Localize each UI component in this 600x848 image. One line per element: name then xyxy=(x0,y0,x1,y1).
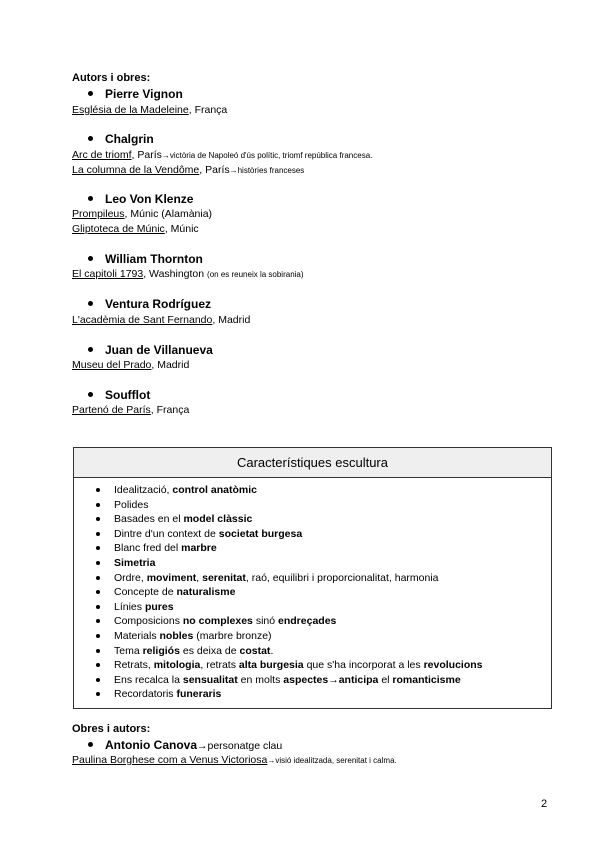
bullet-icon xyxy=(88,742,93,747)
bullet-icon xyxy=(96,619,100,623)
emphasis-text: costat xyxy=(239,644,271,657)
emphasis-text: funeraris xyxy=(176,688,222,701)
author-ventura-rodriguez: Ventura Rodríguez xyxy=(88,297,211,311)
bullet-icon xyxy=(96,605,100,609)
characteristic-item xyxy=(74,629,551,644)
item-text: Idealització, xyxy=(114,484,173,496)
item-text: Retrats, xyxy=(114,659,154,672)
bullet-icon xyxy=(96,678,100,682)
bullet-icon xyxy=(96,692,100,696)
work-link[interactable]: Arc de triomf xyxy=(72,149,132,161)
work-line: La columna de la Vendôme, París→històries franceses xyxy=(72,164,305,176)
emphasis-text: serenitat xyxy=(202,571,246,584)
characteristic-item xyxy=(74,687,551,702)
work-line: Museu del Prado, Madrid xyxy=(72,359,190,371)
work-link[interactable]: Museu del Prado xyxy=(72,359,152,371)
work-line: El capitoli 1793, Washington (on es reuneix la sobirania) xyxy=(72,268,304,280)
item-text: Recordatoris xyxy=(114,688,177,701)
bullet-icon xyxy=(96,590,100,594)
emphasis-text: moviment xyxy=(146,571,197,584)
work-link[interactable]: Església de la Madeleine xyxy=(72,104,189,116)
work-link[interactable]: La columna de la Vendôme xyxy=(72,164,200,176)
bullet-icon xyxy=(88,136,93,141)
characteristic-item xyxy=(74,614,551,629)
bullet-icon xyxy=(96,517,100,521)
characteristic-item xyxy=(74,498,551,513)
emphasis-text: romanticisme xyxy=(392,673,461,686)
item-text: Basades en el xyxy=(114,513,184,526)
characteristic-item xyxy=(74,483,551,498)
item-text: Concepte de xyxy=(114,586,177,599)
characteristic-item xyxy=(74,644,551,659)
bullet-icon xyxy=(96,488,100,492)
item-text: el xyxy=(378,673,393,686)
work-line: Església de la Madeleine, França xyxy=(72,104,228,116)
bullet-icon xyxy=(88,91,93,96)
work-link[interactable]: Prompileus xyxy=(72,208,125,220)
work-link[interactable]: El capitoli 1793 xyxy=(72,268,144,280)
work-link[interactable]: Gliptoteca de Múnic xyxy=(72,223,165,235)
characteristic-item xyxy=(74,658,551,673)
section-heading-works: Obres i autors: xyxy=(72,723,151,735)
work-link[interactable]: Paulina Borghese com a Venus Victoriosa xyxy=(72,754,268,766)
item-text: Ens recalca la xyxy=(114,673,183,686)
bullet-icon xyxy=(88,347,93,352)
characteristic-item xyxy=(74,527,551,542)
characteristic-item xyxy=(74,571,551,586)
item-text: Ordre, xyxy=(114,571,147,584)
author-leo-von-klenze: Leo Von Klenze xyxy=(88,192,193,206)
work-line: L'acadèmia de Sant Fernando, Madrid xyxy=(72,314,251,326)
author-soufflot: Soufflot xyxy=(88,388,150,402)
work-line: Arc de triomf, París→victòria de Napoleó d'ús polític, triomf república francesa. xyxy=(72,149,373,161)
item-text: que s'ha incorporat a les xyxy=(303,659,424,672)
characteristic-item xyxy=(74,673,551,688)
emphasis-text: sensualitat xyxy=(182,673,238,686)
characteristic-item xyxy=(74,585,551,600)
bullet-icon xyxy=(96,561,100,565)
item-text: Blanc fred del xyxy=(114,542,182,555)
emphasis-text: mitologia xyxy=(153,659,201,672)
emphasis-text: alta burgesia xyxy=(238,659,304,672)
emphasis-text: aspectes→anticipa xyxy=(283,673,379,686)
author-juan-de-villanueva: Juan de Villanueva xyxy=(88,343,213,357)
item-text: , xyxy=(196,571,203,584)
emphasis-text: religiós xyxy=(142,644,180,657)
item-text: Tema xyxy=(114,644,143,657)
emphasis-text: pures xyxy=(144,600,174,613)
item-text: Dintre d'un context de xyxy=(114,527,219,540)
emphasis-text: nobles xyxy=(159,629,194,642)
item-text: Línies xyxy=(114,600,145,613)
bullet-icon xyxy=(88,301,93,306)
bullet-icon xyxy=(96,576,100,580)
author-pierre-vignon: Pierre Vignon xyxy=(88,87,183,101)
bullet-icon xyxy=(88,256,93,261)
emphasis-text: endreçades xyxy=(278,615,337,628)
work-line: Gliptoteca de Múnic, Múnic xyxy=(72,223,199,235)
item-text: . xyxy=(270,644,274,657)
characteristics-table xyxy=(73,447,552,709)
emphasis-text: control anatòmic xyxy=(172,484,257,496)
emphasis-text: marbre xyxy=(181,542,217,555)
page-number: 2 xyxy=(541,798,548,810)
item-text: (marbre bronze) xyxy=(193,629,272,642)
item-text: Composicions xyxy=(114,615,183,628)
bullet-icon xyxy=(96,663,100,667)
work-link[interactable]: L'acadèmia de Sant Fernando xyxy=(72,314,213,326)
bullet-icon xyxy=(96,634,100,638)
section-heading-authors: Autors i obres: xyxy=(72,72,151,84)
bullet-icon xyxy=(96,532,100,536)
work-line: Prompileus, Múnic (Alamània) xyxy=(72,208,213,220)
bullet-icon xyxy=(88,196,93,201)
bullet-icon xyxy=(96,503,100,507)
author-william-thornton: William Thornton xyxy=(88,252,203,266)
item-text: Polides xyxy=(114,498,149,511)
bullet-icon xyxy=(96,649,100,653)
characteristic-item xyxy=(74,600,551,615)
author-chalgrin: Chalgrin xyxy=(88,132,154,146)
emphasis-text: naturalisme xyxy=(176,586,236,599)
emphasis-text: Simetria xyxy=(114,556,156,569)
item-text: , raó, equilibri i proporcionalitat, harmonia xyxy=(245,571,439,584)
characteristic-item xyxy=(74,556,551,571)
work-line: Paulina Borghese com a Venus Victoriosa→visió idealitzada, serenitat i calma. xyxy=(72,754,397,766)
item-text: Materials xyxy=(114,629,160,642)
item-text: , retrats xyxy=(200,659,239,672)
work-line: Partenó de París, França xyxy=(72,404,190,416)
characteristic-item xyxy=(74,541,551,556)
author-antonio-canova: Antonio Canova→personatge clau xyxy=(88,738,282,752)
item-text: en molts xyxy=(237,673,284,686)
emphasis-text: societat burgesa xyxy=(218,527,303,540)
item-text: es deixa de xyxy=(179,644,240,657)
item-text: sinó xyxy=(252,615,279,628)
bullet-icon xyxy=(88,392,93,397)
characteristics-list xyxy=(74,478,551,702)
characteristic-item xyxy=(74,512,551,527)
emphasis-text: revolucions xyxy=(423,659,483,672)
bullet-icon xyxy=(96,546,100,550)
emphasis-text: no complexes xyxy=(182,615,253,628)
work-link[interactable]: Partenó de París xyxy=(72,404,151,416)
table-title: Característiques escultura xyxy=(74,448,551,478)
emphasis-text: model clàssic xyxy=(183,513,253,526)
